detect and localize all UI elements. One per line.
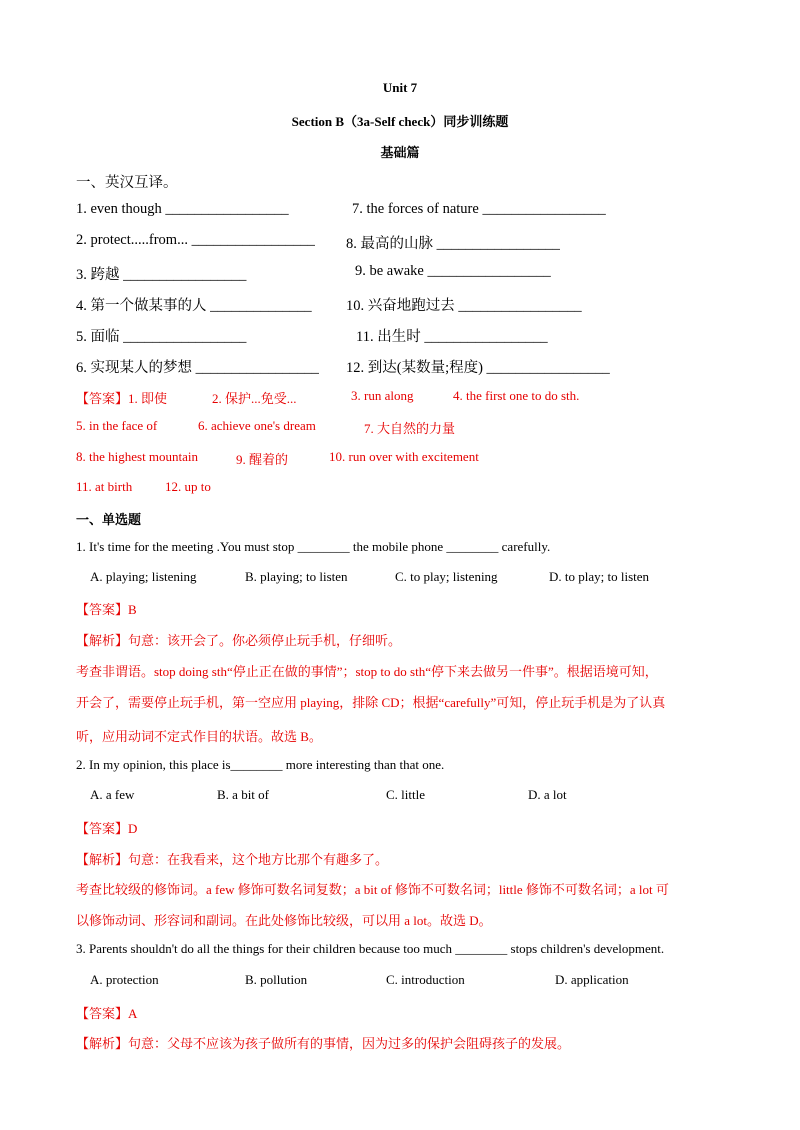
vocab-answer: 2. 保护...免受... <box>212 391 297 406</box>
question-stem: 3. Parents shouldn't do all the things for their children because too much ________ stops children's development. <box>76 941 665 956</box>
option-c: C. little <box>386 787 425 802</box>
unit-title: Unit 7 <box>382 80 418 95</box>
analysis-line: 句意：该开会了。你必须停止玩手机，仔细听。 <box>128 633 402 648</box>
analysis-row <box>76 630 401 649</box>
option-a: A. playing; listening <box>90 569 197 584</box>
vocab-answer: 7. 大自然的力量 <box>364 421 456 436</box>
level-title: 基础篇 <box>380 145 420 160</box>
vocab-answer: 4. the first one to do sth. <box>453 388 580 403</box>
answer-label: 【答案】 <box>76 391 129 406</box>
answer-label: 【答案】 <box>76 1006 129 1021</box>
option-b: B. pollution <box>245 972 308 987</box>
analysis-label: 【解析】 <box>76 633 129 648</box>
option-c: C. introduction <box>386 972 465 987</box>
option-d: D. application <box>555 972 629 987</box>
answer-label: 【答案】 <box>76 821 129 836</box>
question-stem: 2. In my opinion, this place is________ more interesting than that one. <box>76 757 445 772</box>
option-c: C. to play; listening <box>395 569 498 584</box>
vocab-item: 3. 跨越 _________________ <box>76 267 247 283</box>
part2-heading: 一、单选题 <box>76 512 142 527</box>
vocab-answer: 8. the highest mountain <box>76 449 199 464</box>
option-b: B. playing; to listen <box>245 569 348 584</box>
vocab-item: 5. 面临 _________________ <box>76 329 247 345</box>
vocab-item: 1. even though _________________ <box>76 201 289 217</box>
analysis-line: 考查非谓语。stop doing sth“停止正在做的事情”；stop to do sth“停下来去做另一件事”。根据语境可知， <box>76 664 658 679</box>
section-title: Section B（3a-Self check）同步训练题 <box>291 114 509 129</box>
analysis-label: 【解析】 <box>76 852 129 867</box>
vocab-item: 12. 到达(某数量;程度) _________________ <box>346 360 610 376</box>
analysis-row <box>76 1033 570 1052</box>
vocab-item: 11. 出生时 _________________ <box>356 329 548 345</box>
vocab-item: 9. be awake _________________ <box>355 263 551 279</box>
vocab-item: 2. protect.....from... _________________ <box>76 232 315 248</box>
answer-label: 【答案】 <box>76 602 129 617</box>
answer-row <box>76 599 137 618</box>
vocab-answer: 3. run along <box>351 388 414 403</box>
analysis-line: 开会了，需要停止玩手机，第一空应用 playing，排除 CD；根据“carefully”可知，停止玩手机是为了认真 <box>76 695 666 710</box>
option-a: A. protection <box>90 972 159 987</box>
vocab-answer: 12. up to <box>165 479 211 494</box>
analysis-row <box>76 849 388 868</box>
analysis-line: 听，应用动词不定式作目的状语。故选 B。 <box>76 729 322 744</box>
vocab-item: 7. the forces of nature _________________ <box>352 201 606 217</box>
option-d: D. to play; to listen <box>549 569 650 584</box>
answer-row <box>76 1003 137 1022</box>
vocab-item: 6. 实现某人的梦想 _________________ <box>76 360 319 376</box>
answer-value: B <box>128 602 137 617</box>
vocab-answer: 10. run over with excitement <box>329 449 479 464</box>
vocab-item: 8. 最高的山脉 _________________ <box>346 236 560 252</box>
answer-row <box>76 818 137 837</box>
vocab-answer: 5. in the face of <box>76 418 158 433</box>
analysis-line: 句意：父母不应该为孩子做所有的事情，因为过多的保护会阻碍孩子的发展。 <box>128 1036 571 1051</box>
analysis-line: 考查比较级的修饰词。a few 修饰可数名词复数；a bit of 修饰不可数名词；little 修饰不可数名词；a lot 可 <box>76 882 669 897</box>
option-b: B. a bit of <box>217 787 269 802</box>
option-a: A. a few <box>90 787 135 802</box>
vocab-answer: 9. 醒着的 <box>236 452 289 467</box>
part1-heading: 一、英汉互译。 <box>76 175 178 191</box>
vocab-answer: 11. at birth <box>76 479 133 494</box>
vocab-item: 4. 第一个做某事的人 ______________ <box>76 298 312 314</box>
analysis-line: 以修饰动词、形容词和副词。在此处修饰比较级，可以用 a lot。故选 D。 <box>76 913 492 928</box>
analysis-line: 句意：在我看来，这个地方比那个有趣多了。 <box>128 852 389 867</box>
analysis-label: 【解析】 <box>76 1036 129 1051</box>
answer-value: A <box>128 1006 138 1021</box>
vocab-answer: 1. 即使 <box>128 391 168 406</box>
answer-value: D <box>128 821 138 836</box>
question-stem: 1. It's time for the meeting .You must stop ________ the mobile phone ________ carefully. <box>76 539 551 554</box>
vocab-item: 10. 兴奋地跑过去 _________________ <box>346 298 582 314</box>
option-d: D. a lot <box>528 787 567 802</box>
vocab-answer: 6. achieve one's dream <box>198 418 316 433</box>
